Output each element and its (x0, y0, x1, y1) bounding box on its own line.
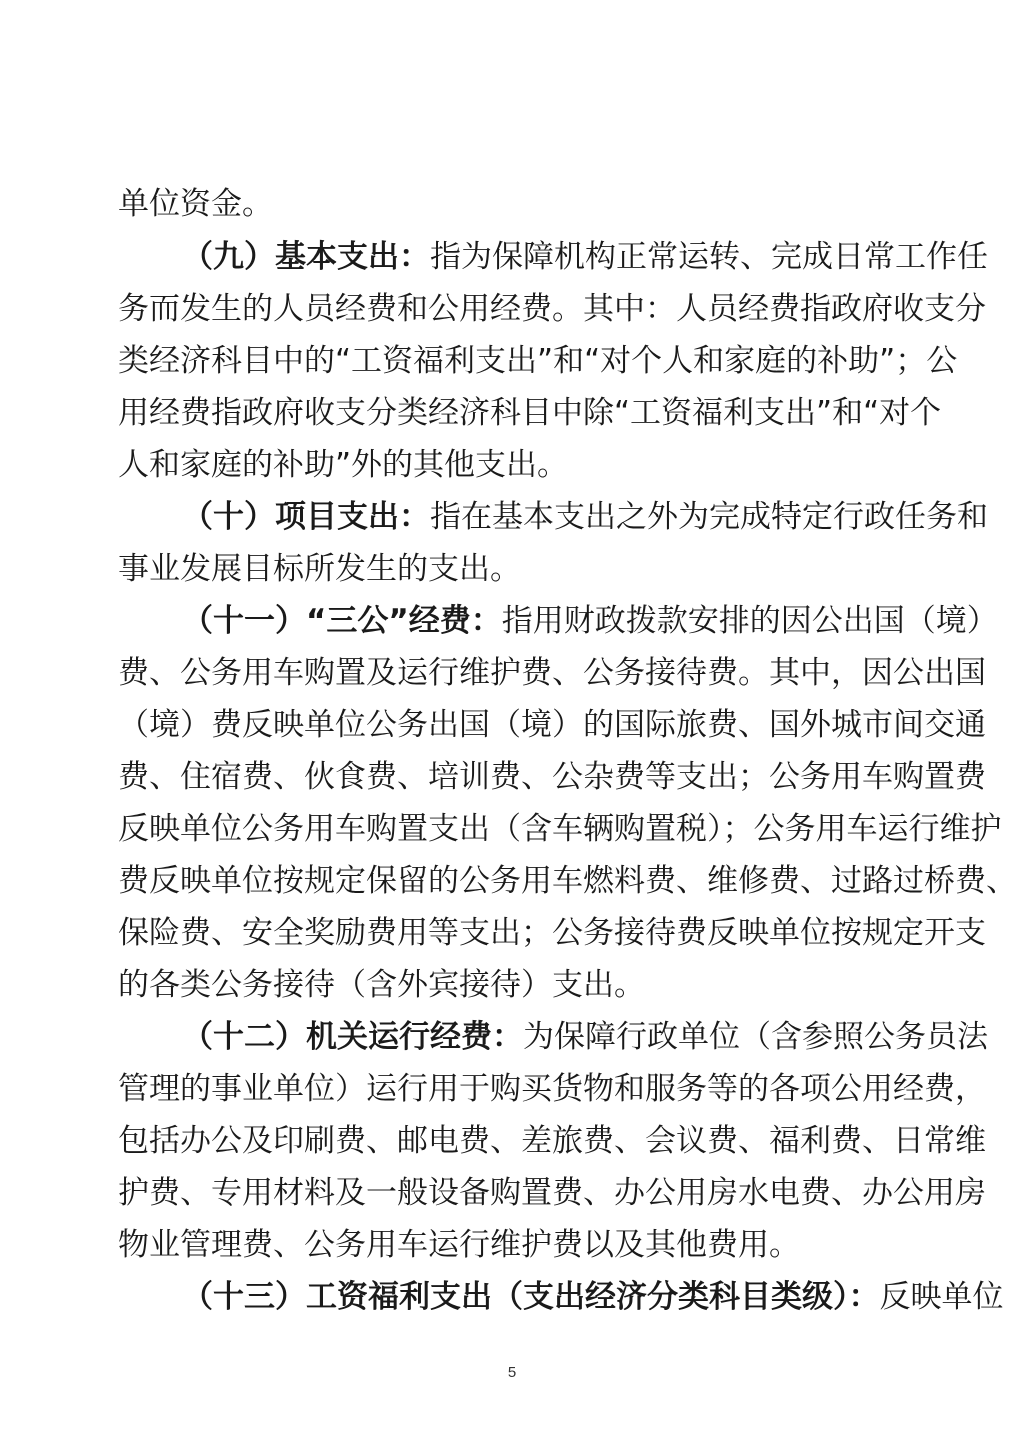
paragraph-line: （十二）机关运行经费：为保障行政单位（含参照公务员法 (182, 1019, 988, 1055)
paragraph-line: 费、公务用车购置及运行维护费、公务接待费。其中，因公出国 (118, 655, 986, 691)
paragraph-line: 的各类公务接待（含外宾接待）支出。 (118, 967, 645, 1003)
paragraph-line: （境）费反映单位公务出国（境）的国际旅费、国外城市间交通 (118, 707, 986, 743)
section-heading: （十二）机关运行经费： (182, 1019, 523, 1055)
paragraph-line: 类经济科目中的“工资福利支出”和“对个人和家庭的补助”；公 (118, 343, 958, 379)
page-number: 5 (507, 1364, 517, 1381)
paragraph-line: 用经费指政府收支分类经济科目中除“工资福利支出”和“对个 (118, 395, 942, 431)
paragraph-line: 护费、专用材料及一般设备购置费、办公用房水电费、办公用房 (118, 1175, 986, 1211)
paragraph-line: 管理的事业单位）运行用于购买货物和服务等的各项公用经费， (118, 1071, 986, 1107)
paragraph-line: 单位资金。 (118, 186, 273, 222)
paragraph-line: （十三）工资福利支出（支出经济分类科目类级）：反映单位 (182, 1279, 1004, 1315)
section-heading: （十一）“三公”经费： (182, 603, 502, 639)
paragraph-line: 包括办公及印刷费、邮电费、差旅费、会议费、福利费、日常维 (118, 1123, 986, 1159)
paragraph-line: （九）基本支出：指为保障机构正常运转、完成日常工作任 (182, 239, 988, 275)
section-heading: （十）项目支出： (182, 499, 430, 535)
paragraph-line: （十）项目支出：指在基本支出之外为完成特定行政任务和 (182, 499, 988, 535)
section-heading: （九）基本支出： (182, 239, 430, 275)
paragraph-line: 反映单位公务用车购置支出（含车辆购置税）；公务用车运行维护 (118, 811, 1002, 847)
paragraph-line: 保险费、安全奖励费用等支出；公务接待费反映单位按规定开支 (118, 915, 986, 951)
paragraph-line: 事业发展目标所发生的支出。 (118, 551, 521, 587)
paragraph-line: 费、住宿费、伙食费、培训费、公杂费等支出；公务用车购置费 (118, 759, 986, 795)
paragraph-line: 物业管理费、公务用车运行维护费以及其他费用。 (118, 1227, 800, 1263)
section-heading: （十三）工资福利支出（支出经济分类科目类级）： (182, 1279, 880, 1315)
paragraph-line: 费反映单位按规定保留的公务用车燃料费、维修费、过路过桥费、 (118, 863, 1017, 899)
paragraph-line: （十一）“三公”经费：指用财政拨款安排的因公出国（境） (182, 603, 998, 639)
paragraph-line: 人和家庭的补助”外的其他支出。 (118, 447, 569, 483)
paragraph-line: 务而发生的人员经费和公用经费。其中：人员经费指政府收支分 (118, 291, 986, 327)
